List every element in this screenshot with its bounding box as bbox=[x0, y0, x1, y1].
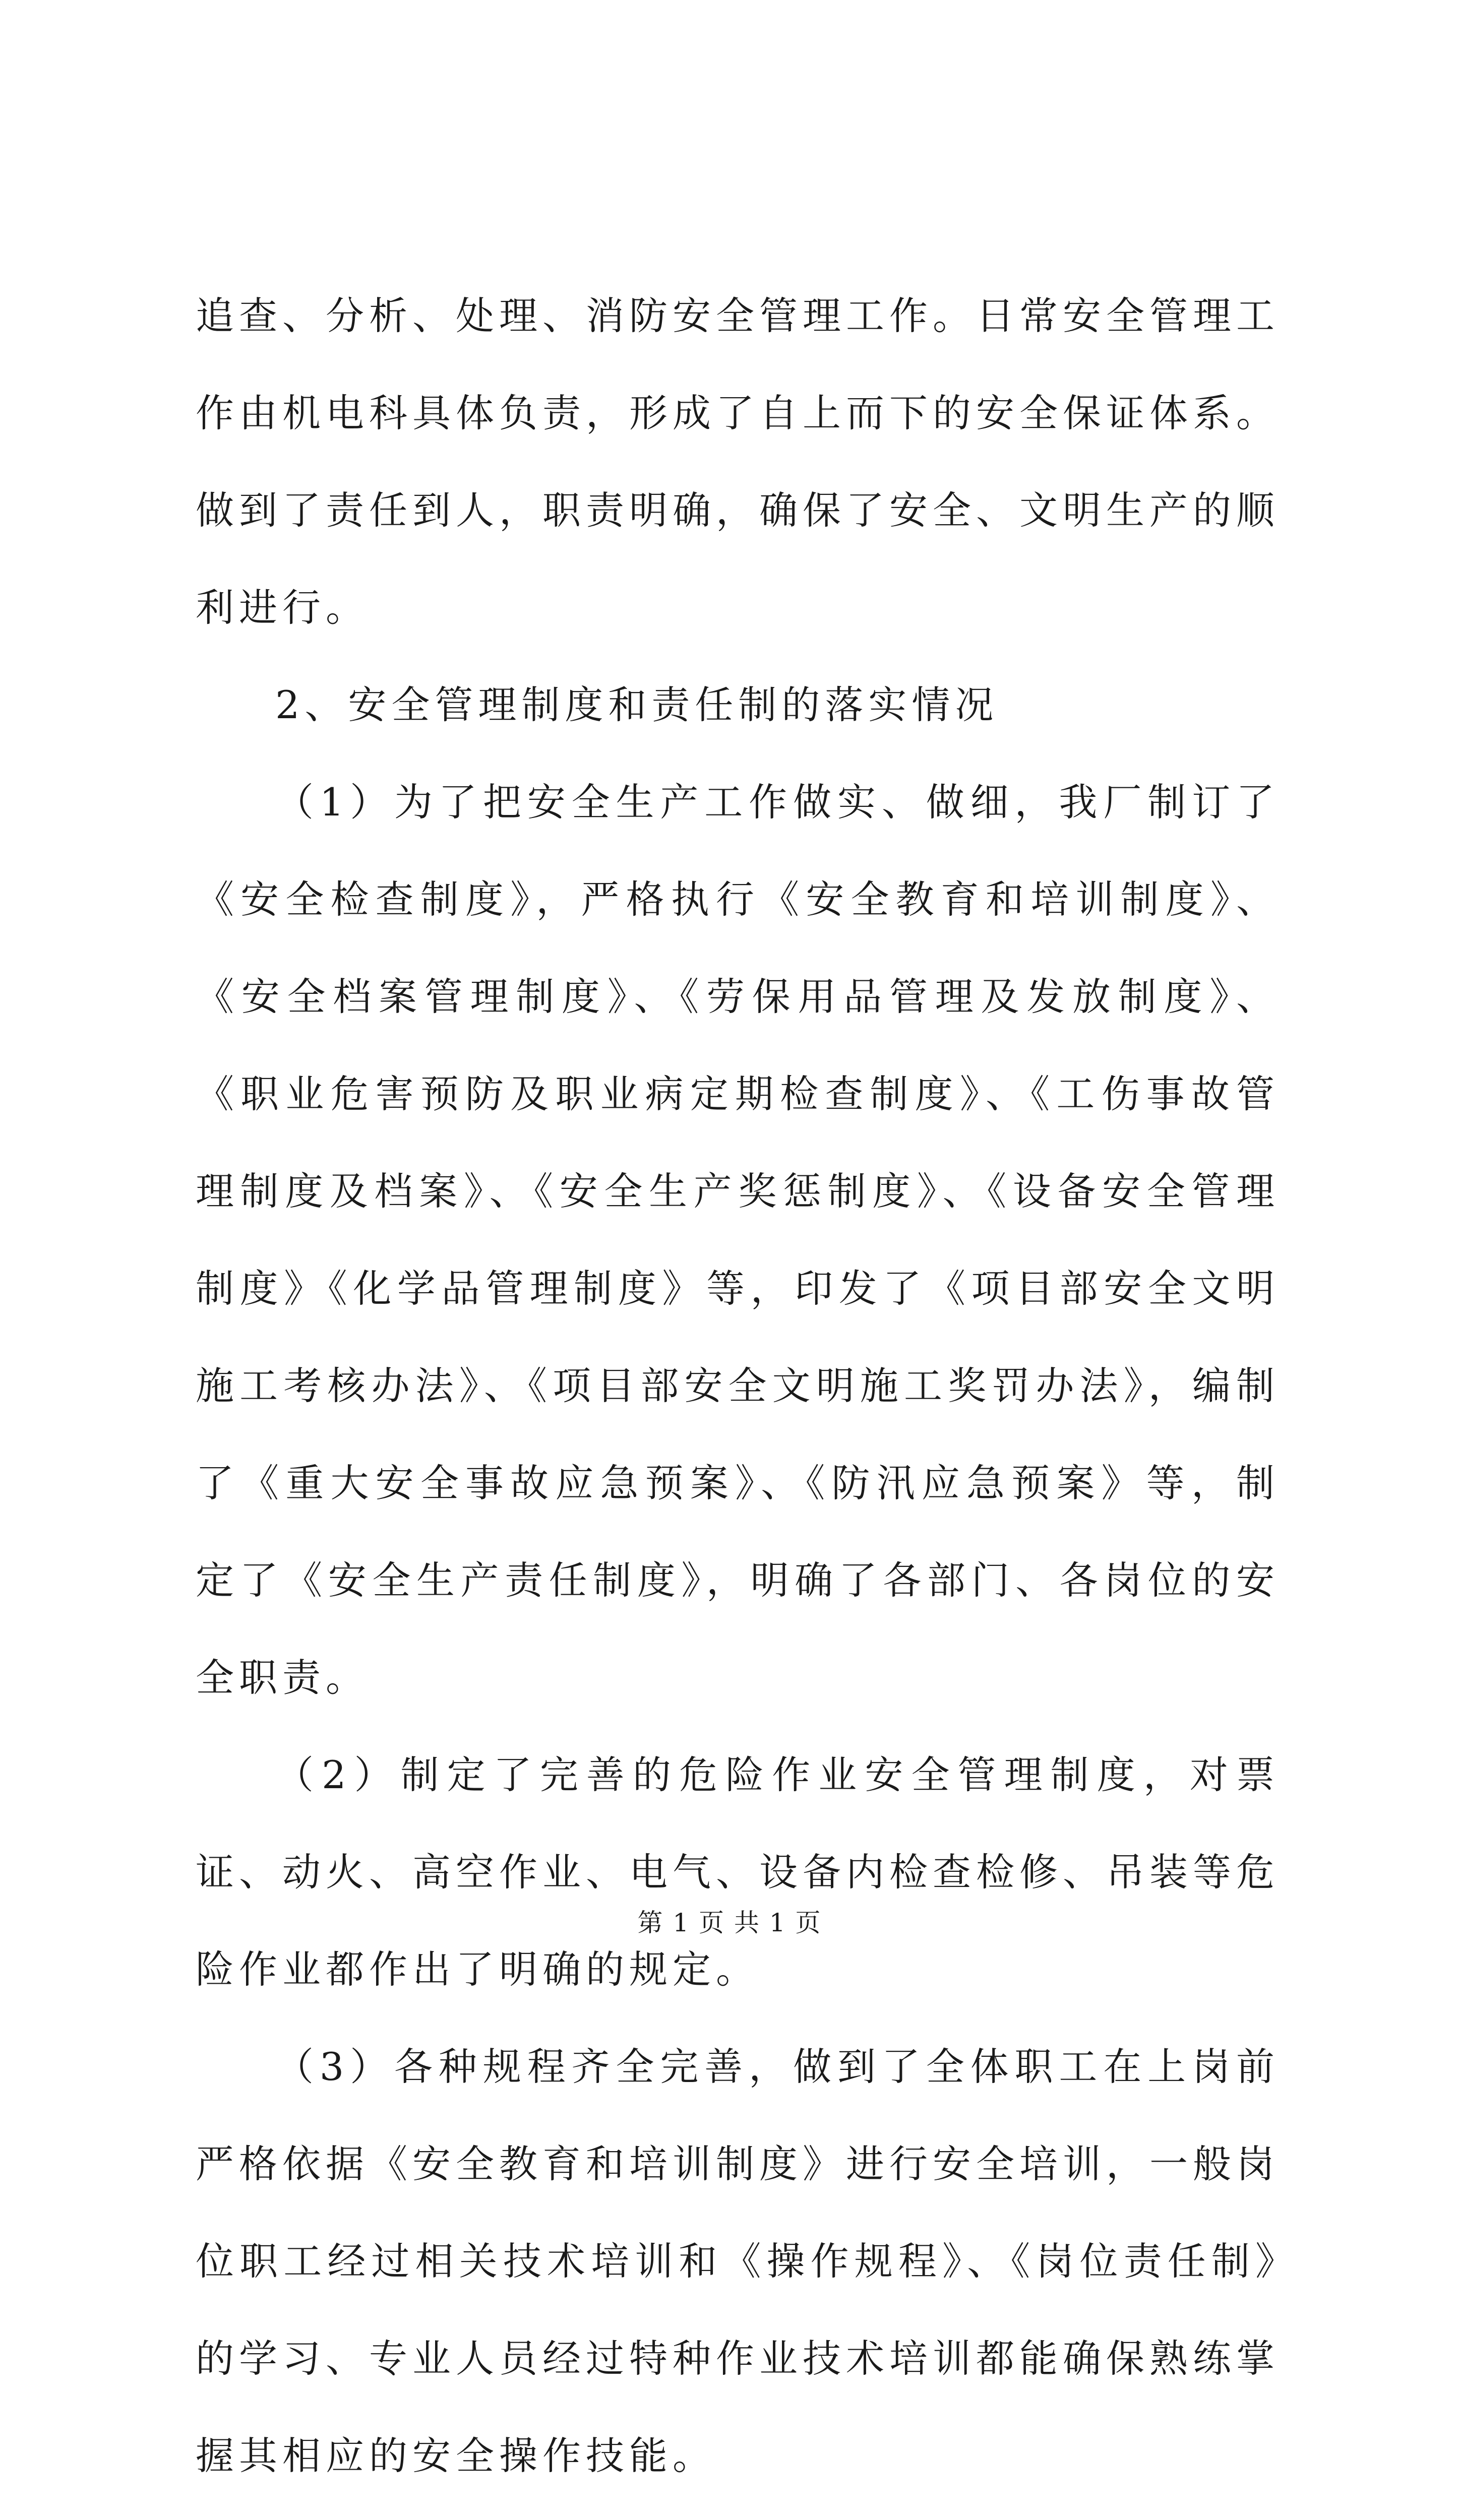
paragraph: （1）为了把安全生产工作做实、做细，我厂制订了《安全检查制度》，严格执行《安全教育和培训制度》、《安全档案管理制度》、《劳保用品管理及发放制度》、《职业危害预防及职业病定期检查制度》、《工伤事故管理制度及档案》、《安全生产奖惩制度》、《设备安全管理制度》《化学品管理制度》等，印发了《项目部安全文明施工考核办法》、《项目部安全文明施工奖罚办法》，编制了《重大安全事故应急预案》、《防汛应急预案》等，制定了《安全生产责任制度》，明确了各部门、各岗位的安全职责。 bbox=[196, 780, 1280, 1700]
paragraph: （3）各种规程齐全完善，做到了全体职工在上岗前严格依据《安全教育和培训制度》进行安全培训，一般岗位职工经过相关技术培训和《操作规程》、《岗位责任制》的学习、专业人员经过特种作业技术培训都能确保熟练掌握其相应的安全操作技能。 bbox=[196, 2044, 1280, 2478]
page-footer: 第 1 页 共 1 页 bbox=[637, 1908, 822, 1937]
paragraph: （2）制定了完善的危险作业安全管理制度，对票证、动火、高空作业、电气、设备内检查检修、吊装等危险作业都作出了明确的规定。 bbox=[196, 1752, 1280, 1992]
paragraph: 追查、分析、处理、消防安全管理工作。日常安全管理工作由机电科具体负责，形成了自上而下的安全保证体系。做到了责任到人，职责明确，确保了安全、文明生产的顺利进行。 bbox=[196, 293, 1280, 630]
section-heading bbox=[196, 2504, 1280, 2520]
section-heading: 2、安全管理制度和责任制的落实情况 bbox=[275, 682, 999, 727]
document-body bbox=[196, 267, 1280, 2520]
